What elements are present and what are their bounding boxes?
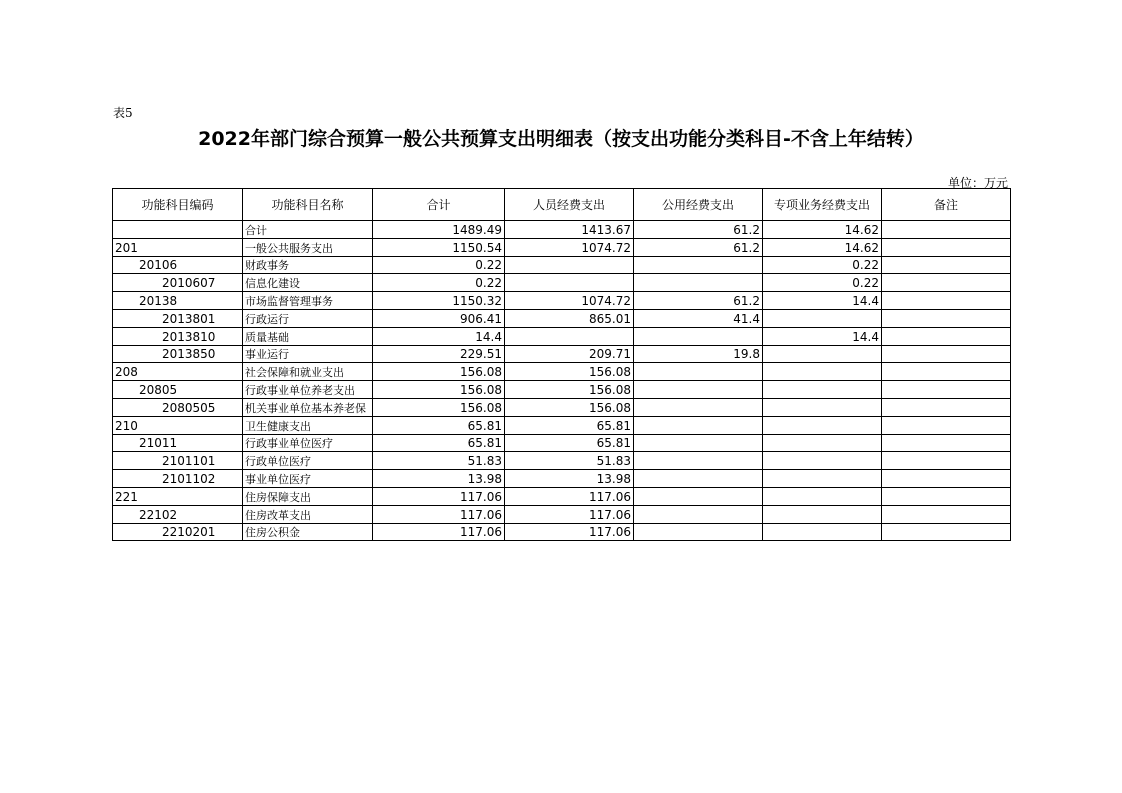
- cell-special: 14.62: [763, 221, 882, 239]
- cell-total: 13.98: [373, 470, 505, 488]
- cell-name: 事业运行: [243, 345, 373, 363]
- cell-note: [882, 487, 1011, 505]
- cell-total: 906.41: [373, 309, 505, 327]
- cell-name: 财政事务: [243, 256, 373, 274]
- table-row: [113, 381, 1011, 399]
- cell-total: 117.06: [373, 487, 505, 505]
- cell-note: [882, 452, 1011, 470]
- cell-code: 2101101: [113, 452, 243, 470]
- cell-note: [882, 523, 1011, 541]
- cell-total: 65.81: [373, 434, 505, 452]
- table-body: [113, 221, 1011, 541]
- cell-public: 41.4: [634, 309, 763, 327]
- cell-personnel: 209.71: [505, 345, 634, 363]
- cell-code: 21011: [113, 434, 243, 452]
- cell-public: 61.2: [634, 238, 763, 256]
- table-row: [113, 452, 1011, 470]
- table-row: [113, 345, 1011, 363]
- cell-code: 2210201: [113, 523, 243, 541]
- cell-special: [763, 381, 882, 399]
- table-row: [113, 327, 1011, 345]
- cell-note: [882, 292, 1011, 310]
- cell-name: 住房保障支出: [243, 487, 373, 505]
- cell-code: 2010607: [113, 274, 243, 292]
- cell-special: [763, 434, 882, 452]
- cell-personnel: 65.81: [505, 434, 634, 452]
- cell-personnel: [505, 274, 634, 292]
- cell-personnel: 1074.72: [505, 292, 634, 310]
- cell-personnel: 1413.67: [505, 221, 634, 239]
- cell-public: [634, 398, 763, 416]
- cell-note: [882, 238, 1011, 256]
- cell-total: 156.08: [373, 398, 505, 416]
- cell-code: 20106: [113, 256, 243, 274]
- cell-personnel: 13.98: [505, 470, 634, 488]
- cell-code: 2013810: [113, 327, 243, 345]
- cell-public: [634, 434, 763, 452]
- cell-public: 19.8: [634, 345, 763, 363]
- cell-public: [634, 505, 763, 523]
- cell-note: [882, 398, 1011, 416]
- cell-total: 14.4: [373, 327, 505, 345]
- cell-total: 229.51: [373, 345, 505, 363]
- cell-name: 一般公共服务支出: [243, 238, 373, 256]
- cell-special: 0.22: [763, 256, 882, 274]
- header-name: 功能科目名称: [243, 189, 373, 221]
- cell-code: 221: [113, 487, 243, 505]
- cell-name: 行政事业单位医疗: [243, 434, 373, 452]
- cell-personnel: 865.01: [505, 309, 634, 327]
- cell-total: 117.06: [373, 523, 505, 541]
- cell-name: 行政事业单位养老支出: [243, 381, 373, 399]
- table-header-row: [113, 189, 1011, 221]
- cell-special: 14.62: [763, 238, 882, 256]
- cell-note: [882, 363, 1011, 381]
- cell-special: 0.22: [763, 274, 882, 292]
- cell-special: 14.4: [763, 292, 882, 310]
- cell-name: 机关事业单位基本养老保: [243, 398, 373, 416]
- cell-note: [882, 434, 1011, 452]
- cell-personnel: 1074.72: [505, 238, 634, 256]
- cell-special: [763, 470, 882, 488]
- cell-name: 质量基础: [243, 327, 373, 345]
- cell-personnel: 156.08: [505, 381, 634, 399]
- table-row: [113, 416, 1011, 434]
- cell-public: [634, 487, 763, 505]
- cell-code: 2101102: [113, 470, 243, 488]
- table-row: [113, 221, 1011, 239]
- table-row: [113, 274, 1011, 292]
- header-note: 备注: [882, 189, 1011, 221]
- cell-name: 卫生健康支出: [243, 416, 373, 434]
- cell-public: [634, 274, 763, 292]
- table-row: [113, 434, 1011, 452]
- header-special: 专项业务经费支出: [763, 189, 882, 221]
- cell-total: 117.06: [373, 505, 505, 523]
- table-row: [113, 238, 1011, 256]
- cell-code: 22102: [113, 505, 243, 523]
- cell-public: [634, 523, 763, 541]
- header-personnel: 人员经费支出: [505, 189, 634, 221]
- cell-name: 住房公积金: [243, 523, 373, 541]
- cell-name: 合计: [243, 221, 373, 239]
- cell-note: [882, 256, 1011, 274]
- cell-note: [882, 274, 1011, 292]
- cell-note: [882, 221, 1011, 239]
- cell-name: 信息化建设: [243, 274, 373, 292]
- table-row: [113, 292, 1011, 310]
- cell-personnel: [505, 256, 634, 274]
- header-public: 公用经费支出: [634, 189, 763, 221]
- cell-special: [763, 398, 882, 416]
- cell-note: [882, 381, 1011, 399]
- cell-note: [882, 345, 1011, 363]
- cell-name: 住房改革支出: [243, 505, 373, 523]
- cell-total: 156.08: [373, 381, 505, 399]
- table-row: [113, 505, 1011, 523]
- cell-personnel: 156.08: [505, 398, 634, 416]
- cell-note: [882, 505, 1011, 523]
- cell-personnel: [505, 327, 634, 345]
- cell-special: [763, 523, 882, 541]
- cell-name: 市场监督管理事务: [243, 292, 373, 310]
- cell-public: [634, 416, 763, 434]
- cell-personnel: 117.06: [505, 523, 634, 541]
- cell-public: [634, 363, 763, 381]
- table-row: [113, 363, 1011, 381]
- cell-code: 20805: [113, 381, 243, 399]
- cell-special: [763, 363, 882, 381]
- cell-total: 51.83: [373, 452, 505, 470]
- cell-personnel: 117.06: [505, 487, 634, 505]
- cell-name: 行政运行: [243, 309, 373, 327]
- table-row: [113, 398, 1011, 416]
- cell-note: [882, 309, 1011, 327]
- table-row: [113, 470, 1011, 488]
- cell-total: 65.81: [373, 416, 505, 434]
- unit-label: 单位：万元: [947, 176, 1008, 190]
- cell-special: [763, 487, 882, 505]
- cell-public: 61.2: [634, 292, 763, 310]
- cell-name: 社会保障和就业支出: [243, 363, 373, 381]
- budget-table: [112, 188, 1011, 541]
- cell-total: 1150.54: [373, 238, 505, 256]
- cell-code: 201: [113, 238, 243, 256]
- cell-total: 0.22: [373, 274, 505, 292]
- cell-special: [763, 309, 882, 327]
- cell-public: [634, 327, 763, 345]
- table-row: [113, 487, 1011, 505]
- cell-code: 208: [113, 363, 243, 381]
- table-row: [113, 256, 1011, 274]
- cell-note: [882, 470, 1011, 488]
- header-code: 功能科目编码: [113, 189, 243, 221]
- cell-public: 61.2: [634, 221, 763, 239]
- cell-total: 1150.32: [373, 292, 505, 310]
- cell-name: 行政单位医疗: [243, 452, 373, 470]
- cell-special: [763, 345, 882, 363]
- cell-code: [113, 221, 243, 239]
- cell-special: 14.4: [763, 327, 882, 345]
- cell-total: 1489.49: [373, 221, 505, 239]
- table-label: 表5: [113, 106, 133, 120]
- cell-personnel: 156.08: [505, 363, 634, 381]
- cell-personnel: 51.83: [505, 452, 634, 470]
- cell-public: [634, 381, 763, 399]
- cell-special: [763, 452, 882, 470]
- cell-code: 2080505: [113, 398, 243, 416]
- cell-note: [882, 416, 1011, 434]
- page-title: 2022年部门综合预算一般公共预算支出明细表（按支出功能分类科目-不含上年结转）: [198, 128, 924, 150]
- table-row: [113, 523, 1011, 541]
- cell-note: [882, 327, 1011, 345]
- cell-public: [634, 256, 763, 274]
- cell-code: 2013850: [113, 345, 243, 363]
- cell-total: 0.22: [373, 256, 505, 274]
- cell-special: [763, 416, 882, 434]
- cell-personnel: 65.81: [505, 416, 634, 434]
- cell-code: 2013801: [113, 309, 243, 327]
- cell-public: [634, 470, 763, 488]
- cell-special: [763, 505, 882, 523]
- cell-total: 156.08: [373, 363, 505, 381]
- table-row: [113, 309, 1011, 327]
- cell-code: 210: [113, 416, 243, 434]
- cell-code: 20138: [113, 292, 243, 310]
- header-total: 合计: [373, 189, 505, 221]
- cell-public: [634, 452, 763, 470]
- cell-personnel: 117.06: [505, 505, 634, 523]
- cell-name: 事业单位医疗: [243, 470, 373, 488]
